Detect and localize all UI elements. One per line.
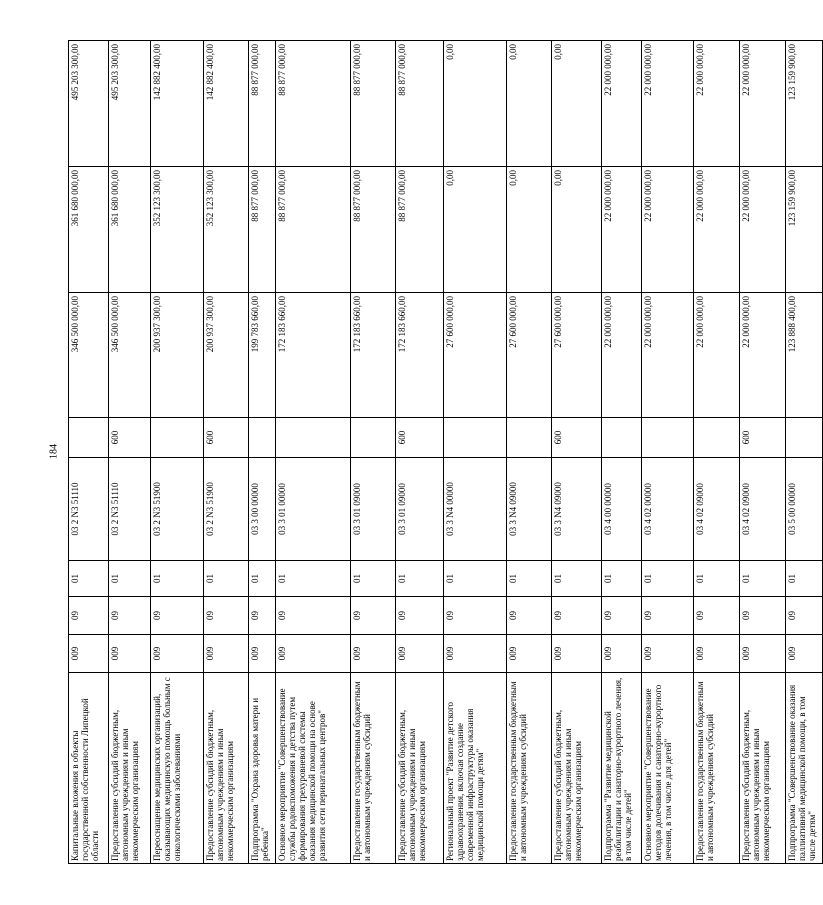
cell-gr-code: 009 bbox=[552, 635, 602, 673]
cell-pr-code: 01 bbox=[69, 561, 109, 597]
cell-gr-code: 009 bbox=[351, 635, 396, 673]
cell-pr-code: 01 bbox=[740, 561, 786, 597]
cell-amount-3: 22 000 000,00 bbox=[602, 41, 642, 167]
cell-name: Региональный проект "Развитие детского здравоохранения, включая создание современной инфраструктуры оказания медицинской помощи детям" bbox=[444, 673, 507, 864]
cell-csr-code: 03 4 02 00000 bbox=[642, 458, 694, 561]
cell-amount-3: 0,00 bbox=[552, 41, 602, 167]
cell-amount-1: 200 937 300,00 bbox=[204, 293, 249, 418]
cell-name: Предоставление субсидий бюджетным, автономным учреждениям и иным некоммерческим организациям bbox=[396, 673, 444, 864]
cell-gr-code: 009 bbox=[276, 635, 351, 673]
cell-vr-code bbox=[276, 418, 351, 458]
cell-csr-code: 03 2 N3 51900 bbox=[204, 458, 249, 561]
cell-rz-code: 09 bbox=[69, 597, 109, 635]
cell-gr-code: 009 bbox=[396, 635, 444, 673]
cell-vr-code: 600 bbox=[740, 418, 786, 458]
cell-amount-3: 88 877 000,00 bbox=[249, 41, 276, 167]
cell-gr-code: 009 bbox=[109, 635, 151, 673]
cell-rz-code: 09 bbox=[602, 597, 642, 635]
table-row bbox=[602, 41, 642, 864]
cell-amount-3: 495 203 300,00 bbox=[109, 41, 151, 167]
cell-vr-code bbox=[69, 418, 109, 458]
cell-amount-2: 0,00 bbox=[444, 167, 507, 293]
cell-amount-3: 88 877 000,00 bbox=[351, 41, 396, 167]
cell-vr-code bbox=[602, 418, 642, 458]
rotated-page-content bbox=[68, 41, 817, 864]
cell-vr-code: 600 bbox=[396, 418, 444, 458]
cell-pr-code: 01 bbox=[276, 561, 351, 597]
table-row bbox=[69, 41, 109, 864]
cell-csr-code: 03 5 00 00000 bbox=[786, 458, 823, 561]
cell-vr-code bbox=[507, 418, 552, 458]
cell-amount-1: 22 000 000,00 bbox=[602, 293, 642, 418]
cell-amount-2: 22 000 000,00 bbox=[642, 167, 694, 293]
cell-amount-1: 200 937 300,00 bbox=[151, 293, 204, 418]
table-row bbox=[249, 41, 276, 864]
budget-table bbox=[68, 40, 823, 864]
cell-amount-3: 0,00 bbox=[444, 41, 507, 167]
cell-rz-code: 09 bbox=[204, 597, 249, 635]
cell-name: Переоснащение медицинских организаций, оказывающих медицинскую помощь больным с онкологическими заболеваниями bbox=[151, 673, 204, 864]
cell-vr-code: 600 bbox=[552, 418, 602, 458]
cell-csr-code: 03 2 N3 51110 bbox=[69, 458, 109, 561]
cell-csr-code: 03 3 01 09000 bbox=[351, 458, 396, 561]
budget-table-body bbox=[69, 41, 823, 864]
cell-rz-code: 09 bbox=[109, 597, 151, 635]
cell-pr-code: 01 bbox=[642, 561, 694, 597]
cell-pr-code: 01 bbox=[694, 561, 740, 597]
cell-csr-code: 03 3 01 00000 bbox=[276, 458, 351, 561]
cell-csr-code: 03 3 01 09000 bbox=[396, 458, 444, 561]
cell-amount-2: 361 680 000,00 bbox=[69, 167, 109, 293]
cell-csr-code: 03 4 02 09000 bbox=[740, 458, 786, 561]
cell-amount-1: 346 500 000,00 bbox=[69, 293, 109, 418]
cell-csr-code: 03 3 00 00000 bbox=[249, 458, 276, 561]
cell-vr-code bbox=[351, 418, 396, 458]
cell-gr-code: 009 bbox=[444, 635, 507, 673]
cell-name: Подпрограмма "Развитие медицинской реабилитации и санаторно-курортного лечения, в том числе детей" bbox=[602, 673, 642, 864]
cell-csr-code: 03 4 02 09000 bbox=[694, 458, 740, 561]
cell-pr-code: 01 bbox=[444, 561, 507, 597]
cell-name: Предоставление государственным бюджетным и автономным учреждениям субсидий bbox=[351, 673, 396, 864]
cell-rz-code: 09 bbox=[552, 597, 602, 635]
cell-vr-code bbox=[694, 418, 740, 458]
cell-pr-code: 01 bbox=[204, 561, 249, 597]
cell-pr-code: 01 bbox=[552, 561, 602, 597]
table-row bbox=[694, 41, 740, 864]
cell-amount-1: 199 783 660,00 bbox=[249, 293, 276, 418]
cell-name: Основное мероприятие "Совершенствование службы родовспоможения и детства путем формирования трехуровневой системы оказания медицинской помощи на основе развития сети перинатальных центров" bbox=[276, 673, 351, 864]
cell-gr-code: 009 bbox=[642, 635, 694, 673]
cell-name: Предоставление субсидий бюджетным, автономным учреждениям и иным некоммерческим организациям bbox=[552, 673, 602, 864]
cell-rz-code: 09 bbox=[740, 597, 786, 635]
cell-amount-3: 22 000 000,00 bbox=[740, 41, 786, 167]
cell-gr-code: 009 bbox=[786, 635, 823, 673]
cell-csr-code: 03 2 N3 51110 bbox=[109, 458, 151, 561]
cell-amount-3: 142 882 400,00 bbox=[204, 41, 249, 167]
cell-name: Подпрограмма "Охрана здоровья матери и ребенка" bbox=[249, 673, 276, 864]
cell-amount-2: 22 000 000,00 bbox=[694, 167, 740, 293]
cell-rz-code: 09 bbox=[694, 597, 740, 635]
cell-pr-code: 01 bbox=[786, 561, 823, 597]
cell-amount-1: 27 600 000,00 bbox=[444, 293, 507, 418]
cell-pr-code: 01 bbox=[249, 561, 276, 597]
cell-amount-1: 22 000 000,00 bbox=[642, 293, 694, 418]
cell-rz-code: 09 bbox=[507, 597, 552, 635]
cell-amount-3: 495 203 300,00 bbox=[69, 41, 109, 167]
cell-rz-code: 09 bbox=[249, 597, 276, 635]
cell-rz-code: 09 bbox=[396, 597, 444, 635]
cell-amount-3: 123 159 900,00 bbox=[786, 41, 823, 167]
cell-amount-2: 88 877 000,00 bbox=[396, 167, 444, 293]
cell-name: Предоставление субсидий бюджетным, автономным учреждениям и иным некоммерческим организациям bbox=[740, 673, 786, 864]
cell-name: Предоставление субсидий бюджетным, автономным учреждениям и иным некоммерческим организациям bbox=[109, 673, 151, 864]
cell-amount-2: 361 680 000,00 bbox=[109, 167, 151, 293]
cell-name: Предоставление государственным бюджетным и автономным учреждениям субсидий bbox=[694, 673, 740, 864]
table-row bbox=[276, 41, 351, 864]
cell-csr-code: 03 4 00 00000 bbox=[602, 458, 642, 561]
cell-gr-code: 009 bbox=[694, 635, 740, 673]
cell-gr-code: 009 bbox=[249, 635, 276, 673]
cell-amount-1: 123 888 400,00 bbox=[786, 293, 823, 418]
cell-pr-code: 01 bbox=[351, 561, 396, 597]
table-row bbox=[109, 41, 151, 864]
cell-amount-1: 22 000 000,00 bbox=[694, 293, 740, 418]
cell-amount-2: 22 000 000,00 bbox=[602, 167, 642, 293]
cell-vr-code bbox=[249, 418, 276, 458]
cell-amount-2: 88 877 000,00 bbox=[351, 167, 396, 293]
cell-csr-code: 03 3 N4 00000 bbox=[444, 458, 507, 561]
cell-rz-code: 09 bbox=[151, 597, 204, 635]
cell-gr-code: 009 bbox=[204, 635, 249, 673]
table-row bbox=[351, 41, 396, 864]
table-row bbox=[786, 41, 823, 864]
cell-name: Подпрограмма "Совершенствование оказания паллиативной медицинской помощи, в том числе детям" bbox=[786, 673, 823, 864]
cell-gr-code: 009 bbox=[69, 635, 109, 673]
cell-amount-1: 27 600 000,00 bbox=[507, 293, 552, 418]
cell-amount-1: 22 000 000,00 bbox=[740, 293, 786, 418]
cell-amount-3: 88 877 000,00 bbox=[276, 41, 351, 167]
cell-gr-code: 009 bbox=[507, 635, 552, 673]
cell-amount-3: 0,00 bbox=[507, 41, 552, 167]
cell-amount-2: 352 123 300,00 bbox=[151, 167, 204, 293]
cell-amount-2: 0,00 bbox=[507, 167, 552, 293]
page-number: 184 bbox=[48, 444, 60, 459]
table-row bbox=[204, 41, 249, 864]
cell-amount-1: 346 500 000,00 bbox=[109, 293, 151, 418]
cell-gr-code: 009 bbox=[602, 635, 642, 673]
cell-pr-code: 01 bbox=[151, 561, 204, 597]
cell-amount-1: 172 183 660,00 bbox=[396, 293, 444, 418]
table-row bbox=[552, 41, 602, 864]
cell-amount-2: 88 877 000,00 bbox=[249, 167, 276, 293]
table-row bbox=[740, 41, 786, 864]
cell-name: Предоставление субсидий бюджетным, автономным учреждениям и иным некоммерческим организациям bbox=[204, 673, 249, 864]
cell-rz-code: 09 bbox=[276, 597, 351, 635]
cell-vr-code bbox=[151, 418, 204, 458]
cell-amount-1: 27 600 000,00 bbox=[552, 293, 602, 418]
cell-amount-2: 22 000 000,00 bbox=[740, 167, 786, 293]
table-row bbox=[507, 41, 552, 864]
cell-amount-3: 88 877 000,00 bbox=[396, 41, 444, 167]
cell-vr-code bbox=[642, 418, 694, 458]
cell-amount-1: 172 183 660,00 bbox=[276, 293, 351, 418]
cell-pr-code: 01 bbox=[507, 561, 552, 597]
cell-vr-code: 600 bbox=[204, 418, 249, 458]
cell-rz-code: 09 bbox=[444, 597, 507, 635]
cell-rz-code: 09 bbox=[351, 597, 396, 635]
cell-pr-code: 01 bbox=[109, 561, 151, 597]
table-row bbox=[444, 41, 507, 864]
cell-rz-code: 09 bbox=[642, 597, 694, 635]
cell-csr-code: 03 2 N3 51900 bbox=[151, 458, 204, 561]
cell-amount-2: 123 159 900,00 bbox=[786, 167, 823, 293]
cell-amount-1: 172 183 660,00 bbox=[351, 293, 396, 418]
cell-vr-code bbox=[786, 418, 823, 458]
cell-gr-code: 009 bbox=[740, 635, 786, 673]
cell-name: Капитальные вложения в объекты государственной собственности Липецкой области bbox=[69, 673, 109, 864]
cell-gr-code: 009 bbox=[151, 635, 204, 673]
cell-amount-2: 0,00 bbox=[552, 167, 602, 293]
cell-amount-3: 142 882 400,00 bbox=[151, 41, 204, 167]
cell-amount-3: 22 000 000,00 bbox=[642, 41, 694, 167]
cell-amount-2: 352 123 300,00 bbox=[204, 167, 249, 293]
cell-rz-code: 09 bbox=[786, 597, 823, 635]
cell-vr-code: 600 bbox=[109, 418, 151, 458]
table-row bbox=[396, 41, 444, 864]
cell-amount-3: 22 000 000,00 bbox=[694, 41, 740, 167]
cell-pr-code: 01 bbox=[602, 561, 642, 597]
table-row bbox=[151, 41, 204, 864]
cell-pr-code: 01 bbox=[396, 561, 444, 597]
cell-csr-code: 03 3 N4 09000 bbox=[552, 458, 602, 561]
cell-vr-code bbox=[444, 418, 507, 458]
cell-name: Основное мероприятие "Совершенствование методов долечивания и санаторно-курортного лечения, в том числе для детей" bbox=[642, 673, 694, 864]
table-row bbox=[642, 41, 694, 864]
cell-amount-2: 88 877 000,00 bbox=[276, 167, 351, 293]
cell-csr-code: 03 3 N4 09000 bbox=[507, 458, 552, 561]
cell-name: Предоставление государственным бюджетным и автономным учреждениям субсидий bbox=[507, 673, 552, 864]
